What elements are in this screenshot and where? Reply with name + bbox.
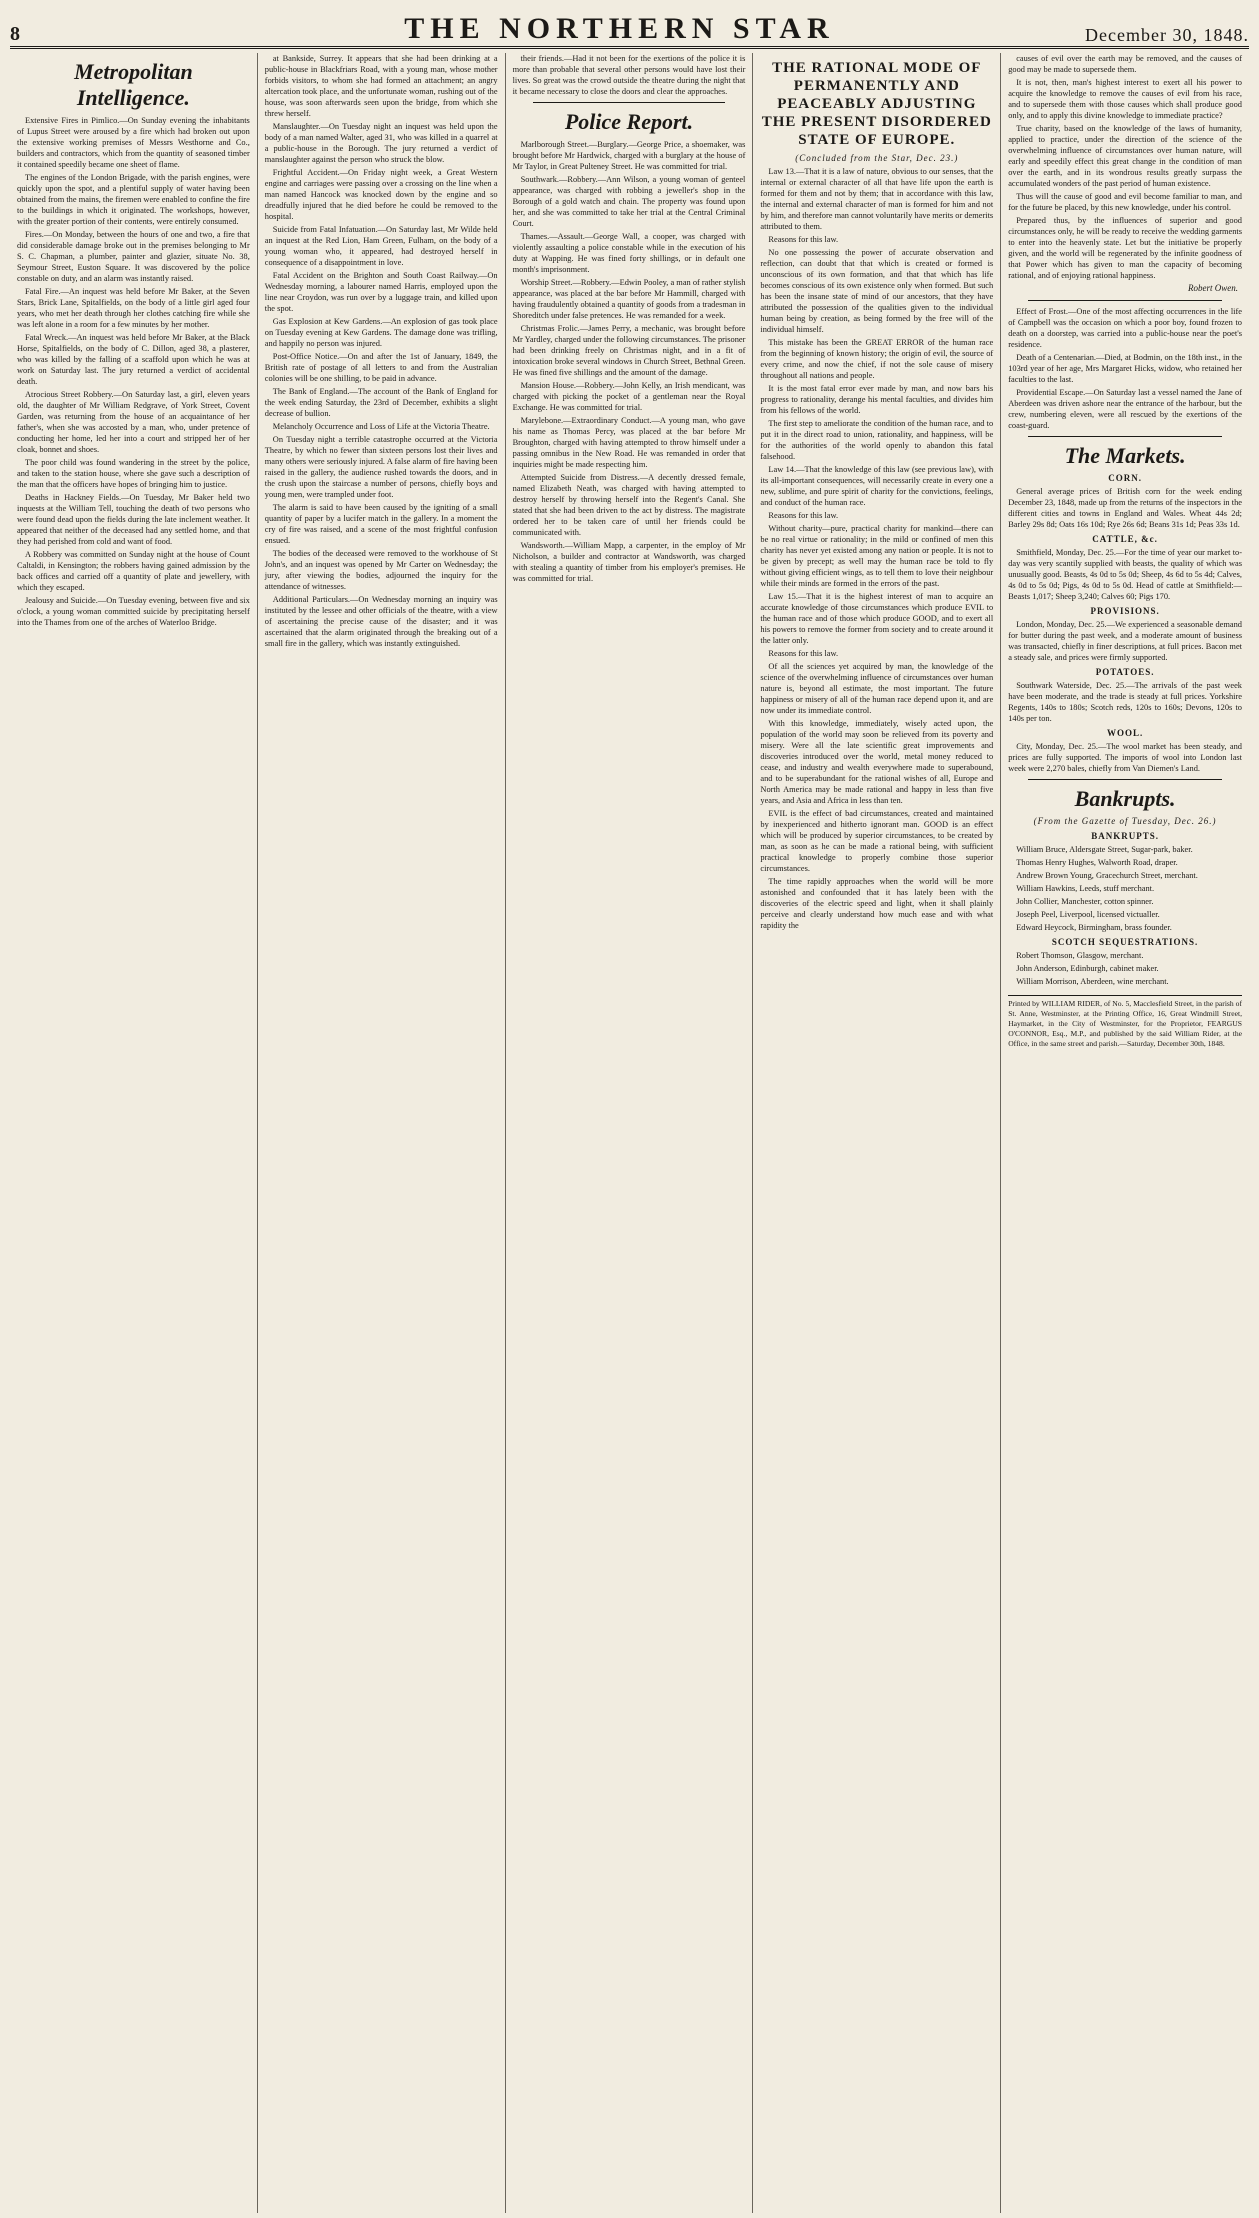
police-report-paragraph: Marylebone.—Extraordinary Conduct.—A young man, who gave his name as Thomas Percy, was placed at the bar before Mr Broughton, charged with having attempted to throw himself under a passing omnibus in the New Road. He was remanded in order that inquiries might be made respecting him. [512,416,746,469]
article-paragraph: Fatal Accident on the Brighton and South Coast Railway.—On Wednesday morning, a labourer named Harris, employed upon the line near Croydon, was run over by a luggage train, and killed upon the spot. [264,271,498,313]
police-report-paragraph: Southwark.—Robbery.—Ann Wilson, a young woman of genteel appearance, was charged with robbing a jeweller's shop in the Borough of a gold watch and chain. The property was found upon her, and she was committed to take her trial at the Central Criminal Court. [512,175,746,228]
article-paragraph: Additional Particulars.—On Wednesday morning an inquiry was instituted by the lessee and other officials of the theatre, with a view of ascertaining the precise cause of the disaster; and it was ascertained that the alarm originated through the breaking out of a small fire in the gallery, which was instantly extinguished. [264,595,498,648]
article-paragraph: The engines of the London Brigade, with the parish engines, were quickly upon the spot, and a plentiful supply of water having been obtained from the mains, the firemen were enabled to confine the fire to the buildings in which it originated. The workshops, however, with the greater portion of their contents, were entirely consumed. [17,173,250,226]
police-report-paragraph: Attempted Suicide from Distress.—A decently dressed female, named Elizabeth Neath, was charged with having attempted to destroy herself by throwing herself into the Regent's Canal. She stated that she had been driven to the act by distress. The magistrate ordered her to be taken care of until her friends could be communicated with. [512,473,746,537]
article-paragraph: at Bankside, Surrey. It appears that she had been drinking at a public-house in Blackfriars Road, with a young man, whose mother forbids visitors, to whom she had formed an attachment; an angry altercation took place, and the unfortunate woman, rushing out of the house, was soon afterwards seen upon the bridge, from which she threw herself. [264,54,498,118]
police-report-paragraph: Marlborough Street.—Burglary.—George Price, a shoemaker, was brought before Mr Hardwick, charged with a burglary at the house of Mr Taylor, in Great Pulteney Street. He was committed for trial. [512,140,746,171]
signature: Robert Owen. [1188,283,1238,293]
article-paragraph: Of all the sciences yet acquired by man, the knowledge of the science of the overwhelming influence of circumstances over human nature is, beyond all estimate, the most important. The future happiness or misery of all of the human race depend upon it, and are now under its immediate control. [760,662,994,715]
market-report: Smithfield, Monday, Dec. 25.—For the time of year our market to-day was very scantily supplied with beasts, the quality of which was unusually good. Beasts, 4s 0d to 5s 0d; Sheep, 4s 6d to 5s 4d; Calves, 4s 0d to 5s 0d; Pigs, 4s 0d to 5s 0d. Head of cattle at Smithfield:— Beasts 1,017; Sheep 3,240; Calves 60; Pigs 170. [1008,548,1242,601]
section-heading-police: Police Report. [564,109,694,134]
column-4-body [760,166,993,931]
bankrupt-entry: William Hawkins, Leeds, stuff merchant. [1016,884,1155,893]
police-report-paragraph: Worship Street.—Robbery.—Edwin Pooley, a man of rather stylish appearance, was placed at the bar before Mr Hammill, charged with having fraudulently obtained a quantity of goods from a tradesman in Shoreditch under false pretences. He was remanded for a week. [512,278,746,320]
article-paragraph: Extensive Fires in Pimlico.—On Sunday evening the inhabitants of Lupus Street were aroused by a fire which had broken out upon the extensive working premises of Messrs Westhorne and Co., builders and contractors, which from the quantity of seasoned timber it contained speedily became one sheet of flame. [17,116,250,169]
column-3 [506,53,754,2213]
article-paragraph: their friends.—Had it not been for the exertions of the police it is more than probable that several other persons would have lost their lives. So great was the crowd outside the theatre during the night that it became necessary to close the doors and clear the approaches. [512,54,746,96]
article-continuation: (Concluded from the Star, Dec. 23.) [795,153,959,163]
masthead [10,6,1249,49]
bankrupts-list [1008,844,1242,933]
market-report: Southwark Waterside, Dec. 25.—The arrivals of the past week have been moderate, and the trade is steady at full prices. Yorkshire Regents, 140s to 180s; Scotch reds, 120s to 160s; Devons, 120s to 140s per ton. [1008,681,1242,723]
article-paragraph: Melancholy Occurrence and Loss of Life at the Victoria Theatre. [272,422,490,431]
column-4 [753,53,1001,2213]
divider [1028,779,1222,780]
police-report-paragraph: Mansion House.—Robbery.—John Kelly, an Irish mendicant, was charged with picking the pocket of a gentleman near the Royal Exchange. He was committed for trial. [512,381,746,412]
markets-list [1008,473,1242,774]
article-paragraph: The time rapidly approaches when the world will be more astonished and confounded that it has lately been with the discoveries of the electric speed and light, when it shall plainly perceive and clearly understand how much ease and with what rapidity the [760,877,994,930]
sequestration-entry: John Anderson, Edinburgh, cabinet maker. [1016,964,1159,973]
article-paragraph: The bodies of the deceased were removed to the workhouse of St John's, and an inquest was opened by Mr Carter on Wednesday; the jury, after viewing the bodies, adjourned the inquiry for the attendance of witnesses. [264,549,498,591]
divider [533,102,726,103]
article-paragraph: Thus will the cause of good and evil become familiar to man, and for the future be placed, by this new knowledge, under his control. [1008,192,1242,212]
article-paragraph: The alarm is said to have been caused by the igniting of a small quantity of paper by a lucifer match in the gallery. In a moment the cry of fire was raised, and a scene of the most frightful confusion ensued. [264,503,498,545]
bankrupts-intro: (From the Gazette of Tuesday, Dec. 26.) [1033,816,1217,826]
article-paragraph: With this knowledge, immediately, wisely acted upon, the population of the world may soon be relieved from its poverty and misery. Were all the late scientific great improvements and discoveries introduced over the world, metal money reduced to cease, and industry and wealth everywhere made to superabound, and to be superabundant for the rational wishes of all, Europe and North America may be made rational and happy in less than five years, and Asia and Africa in less than ten. [760,719,994,805]
article-paragraph: Prepared thus, by the influences of superior and good circumstances only, he will be ready to receive the wedding garments to enter into the heavenly state. Let but the initiative be properly given, and the world will be regenerated by the infinite goodness of that Power which has given to man the capacity of becoming rational, and of enjoying rational happiness. [1008,216,1242,280]
article-paragraph: Deaths in Hackney Fields.—On Tuesday, Mr Baker held two inquests at the William Tell, touching the death of two persons who were found dead upon the fields during the late inclement weather. It appeared that neither of the deceased had any settled home, and that they had perished from cold and want of food. [17,493,250,546]
printer-colophon: Printed by WILLIAM RIDER, of No. 5, Macclesfield Street, in the parish of St. Anne, Westminster, at the Printing Office, 16, Great Windmill Street, Haymarket, in the City of Westminster, for the Proprietor, FEARGUS O'CONNOR, Esq., M.P., and published by the said William Rider, at the Office, in the same street and parish.—Saturday, December 30th, 1848. [1008,995,1242,1049]
bankrupt-entry: Joseph Peel, Liverpool, licensed victualler. [1016,910,1160,919]
section-heading-markets: The Markets. [1064,443,1186,468]
sequestrations-subhead: SCOTCH SEQUESTRATIONS. [1051,937,1199,947]
column-2 [258,53,506,2213]
column-1 [10,53,258,2213]
news-paragraph: Death of a Centenarian.—Died, at Bodmin, on the 18th inst., in the 103rd year of her age, Mrs Margaret Hicks, widow, who retained her faculties to the last. [1008,353,1242,384]
article-paragraph: No one possessing the power of accurate observation and reflection, can doubt that that which is created or formed is unconscious of its own formation, and that that which has life becomes conscious of its own existence only when formed. But such has been the insane state of mind of our ancestors, that they have attributed the possession of the qualities given to the individual human being by creation, as being formed by the free will of the individual himself. [760,248,994,334]
article-paragraph: Reasons for this law. [768,511,839,520]
sequestrations-list [1008,950,1242,987]
market-heading: WOOL. [1106,728,1144,738]
newspaper-title: THE NORTHERN STAR [404,12,835,45]
police-report-paragraph: Wandsworth.—William Mapp, a carpenter, in the employ of Mr Nicholson, a builder and contractor at Wandsworth, was charged with stealing a quantity of timber from his employer's premises. He was committed for trial. [512,541,746,583]
market-report: City, Monday, Dec. 25.—The wool market has been steady, and prices are fully supported. The imports of wool into London last week were 2,270 bales, chiefly from Van Diemen's Land. [1008,742,1242,773]
news-paragraph: Effect of Frost.—One of the most affecting occurrences in the life of Campbell was the occasion on which a poor boy, found frozen to death on a doorstep, was carried into a public-house near the poet's residence. [1008,307,1242,349]
article-paragraph: Frightful Accident.—On Friday night week, a Great Western engine and carriages were passing over a crossing on the line when a man named Hancock was knocked down by the engine and so dreadfully injured that he died before he could be removed to the hospital. [264,168,498,221]
article-paragraph: Jealousy and Suicide.—On Tuesday evening, between five and six o'clock, a young woman committed suicide by precipitating herself into the Thames from one of the arches of Waterloo Bridge. [17,596,250,627]
bankrupts-subhead: BANKRUPTS. [1091,831,1159,841]
sequestration-entry: William Morrison, Aberdeen, wine merchant. [1016,977,1169,986]
market-heading: CATTLE, &c. [1092,534,1158,544]
column-3-top [513,53,746,97]
section-heading-metropolitan: Metropolitan Intelligence. [74,59,193,110]
column-5-notices [1008,306,1242,431]
column-1-body [17,115,250,628]
article-paragraph: It is not, then, man's highest interest to exert all his power to acquire the knowledge to remove the causes of evil from his race, and to supersede them with those causes which shall produce good only, and to apply this divine knowledge to immediate practice? [1008,78,1242,120]
article-paragraph: Fatal Fire.—An inquest was held before Mr Baker, at the Seven Stars, Brick Lane, Spitalfields, on the body of a little girl aged four years, who met her death through her clothes catching fire while she was left alone in a room for a few minutes by her mother. [17,287,250,329]
sequestration-entry: Robert Thomson, Glasgow, merchant. [1016,951,1144,960]
police-report-paragraph: Christmas Frolic.—James Perry, a mechanic, was brought before Mr Yardley, charged under the following circumstances. The prisoner had been drinking freely on Christmas night, and in a fit of intoxication broke several windows in Church Street, Bethnal Green. He was fined five shillings and the amount of the damage. [512,324,746,377]
market-heading: CORN. [1108,473,1142,483]
article-paragraph: Atrocious Street Robbery.—On Saturday last, a girl, eleven years old, the daughter of Mr William Redgrave, of York Street, Covent Garden, was returning from the house of an acquaintance of her father's, when she was accosted by a man, who, under pretence of conducting her home, led her into a court and stripped her of her cloak, bonnet and shoes. [17,390,250,454]
page-number: 8 [10,23,20,45]
article-paragraph: EVIL is the effect of bad circumstances, created and maintained by inexperienced and hitherto ignorant man. GOOD is an effect which will be produced by superior circumstances, to be created by man, as soon as he can be made a rational being, with sufficient practical knowledge to properly combine those superior circumstances. [760,809,994,873]
bankrupt-entry: Thomas Henry Hughes, Walworth Road, draper. [1016,858,1178,867]
article-title: THE RATIONAL MODE OF PERMANENTLY AND PEACEABLY ADJUSTING THE PRESENT DISORDERED STATE OF EUROPE. [761,60,992,148]
article-paragraph: The first step to ameliorate the condition of the human race, and to put it in the direct road to union, rationality, and happiness, will be for the authorities of the world openly to abandon this fatal falsehood. [760,419,994,461]
article-paragraph: On Tuesday night a terrible catastrophe occurred at the Victoria Theatre, by which no fewer than sixteen persons lost their lives and many others were seriously injured. A false alarm of fire having been raised in the gallery, the audience rushed towards the doors, and in the crush upon the staircase a number of persons, chiefly boys and young men, were trampled under foot. [264,435,498,499]
divider [1028,300,1222,301]
column-2-body [265,53,498,649]
columns [10,53,1249,2213]
article-paragraph: The poor child was found wandering in the street by the police, and taken to the station house, where she gave such a description of the man that the officers have hopes of bringing him to justice. [17,458,250,489]
divider [1028,436,1222,437]
bankrupt-entry: Andrew Brown Young, Gracechurch Street, merchant. [1016,871,1198,880]
article-paragraph: Gas Explosion at Kew Gardens.—An explosion of gas took place on Tuesday evening at Kew Gardens. The damage done was trifling, and happily no person was injured. [264,317,498,348]
article-paragraph: This mistake has been the GREAT ERROR of the human race from the beginning of known history; the origin of evil, the source of every crime, and now the chief, if not the sole cause of misery throughout all nations and people. [760,338,994,380]
police-report-paragraph: Thames.—Assault.—George Wall, a cooper, was charged with violently assaulting a police constable while in the execution of his duty at Wapping. He was fined forty shillings, or in default one month's imprisonment. [512,232,746,274]
article-paragraph: Reasons for this law. [768,235,839,244]
bankrupt-entry: William Bruce, Aldersgate Street, Sugar-park, baker. [1016,845,1193,854]
issue-date: December 30, 1848. [1085,25,1249,45]
article-paragraph: True charity, based on the knowledge of the laws of humanity, applied to practice, under the direction of the science of the overwhelming influence of circumstances over human nature, will early and speedily effect this great change in the condition of man over the earth, and in its wondrous results greatly surpass the accumulated wonders of the past period of human existence. [1008,124,1242,188]
article-paragraph: Fires.—On Monday, between the hours of one and two, a fire that did considerable damage broke out in the premises belonging to Mr S. C. Chapman, a plumber, painter and glazier, situate No. 38, Seymour Street, Euston Square. It was discovered by the police constable on duty, and an alarm was instantly raised. [17,230,250,283]
column-5 [1001,53,1249,2213]
article-paragraph: Post-Office Notice.—On and after the 1st of January, 1849, the British rate of postage of all letters to and from the Australian colonies will be one shilling, to be paid in advance. [264,352,498,383]
article-paragraph: Manslaughter.—On Tuesday night an inquest was held upon the body of a man named Walter, aged 31, who was killed in a quarrel at a public-house in the Borough. The jury returned a verdict of manslaughter against the person who struck the blow. [264,122,498,164]
market-heading: POTATOES. [1095,667,1155,677]
article-paragraph: Law 14.—That the knowledge of this law (see previous law), with its all-important consequences, will necessarily create in every one a new, sublime, and pure spirit of charity for the convictions, feelings, and conduct of the human race. [760,465,994,507]
section-heading-bankrupts: Bankrupts. [1074,786,1176,811]
article-paragraph: Law 13.—That it is a law of nature, obvious to our senses, that the internal or external character of all that have life upon the earth is formed for them and not by them; that in accordance with this law, the internal and external character of man is formed for him and not by him, and therefore man cannot voluntarily have merits or demerits attributed to them. [760,167,994,231]
market-report: General average prices of British corn for the week ending December 23, 1848, made up from the returns of the inspectors in the different cities and towns in England and Wales. Wheat 44s 2d; Barley 29s 8d; Oats 16s 10d; Rye 26s 6d; Beans 31s 1d; Peas 33s 1d. [1008,487,1242,529]
column-5-body [1008,53,1242,281]
bankrupt-entry: Edward Heycock, Birmingham, brass founder. [1016,923,1172,932]
article-paragraph: causes of evil over the earth may be removed, and the causes of good may be made to supersede them. [1008,54,1242,74]
column-3-body [513,139,746,584]
article-paragraph: Law 15.—That it is the highest interest of man to acquire an accurate knowledge of those circumstances which produce EVIL to the human race and of those which produce GOOD, and to exert all his powers to remove the former from society and to create around it the latter only. [760,592,994,645]
article-paragraph: Fatal Wreck.—An inquest was held before Mr Baker, at the Black Horse, Spitalfields, on the body of C. Dillon, aged 38, a plasterer, who was killed by the falling of a scaffold upon which he was at work on Saturday last. The jury returned a verdict of accidental death. [17,333,250,386]
article-paragraph: The Bank of England.—The account of the Bank of England for the week ending Saturday, the 23rd of December, exhibits a slight decrease of bullion. [264,387,498,418]
article-paragraph: Suicide from Fatal Infatuation.—On Saturday last, Mr Wilde held an inquest at the Red Lion, Ham Green, Fulham, on the body of a young woman who, it appeared, had destroyed herself in consequence of a disappointment in love. [264,225,498,267]
news-paragraph: Providential Escape.—On Saturday last a vessel named the Jane of Aberdeen was driven ashore near the entrance of the harbour, but the crew, numbering eleven, were all rescued by the exertions of the coast-guard. [1008,388,1242,430]
article-paragraph: A Robbery was committed on Sunday night at the house of Count Caltaldi, in Kensington; the robbers having gained admission by the back offices and carried off a quantity of plate and jewellery, with which they escaped. [17,550,250,592]
market-heading: PROVISIONS. [1090,606,1160,616]
article-paragraph: It is the most fatal error ever made by man, and now bars his progress to rationality, derange his mental faculties, and divides him from his fellows of the world. [760,384,994,415]
bankrupt-entry: John Collier, Manchester, cotton spinner. [1016,897,1154,906]
market-report: London, Monday, Dec. 25.—We experienced a seasonable demand for butter during the past week, and a moderate amount of business was transacted, chiefly in finer descriptions, at full prices. Bacon met a steady sale, and prices were firmly supported. [1008,620,1242,662]
article-paragraph: Without charity—pure, practical charity for mankind—there can be no real virtue or rationality; in the mild or confined of men this charity has never yet existed among any nation or people. It is not to be given by precept; as well may the human race be told to fly without giving efficient wings, as to tell them to love their neighbour while their minds are formed in the errors of the past. [760,524,994,588]
article-paragraph: Reasons for this law. [768,649,839,658]
